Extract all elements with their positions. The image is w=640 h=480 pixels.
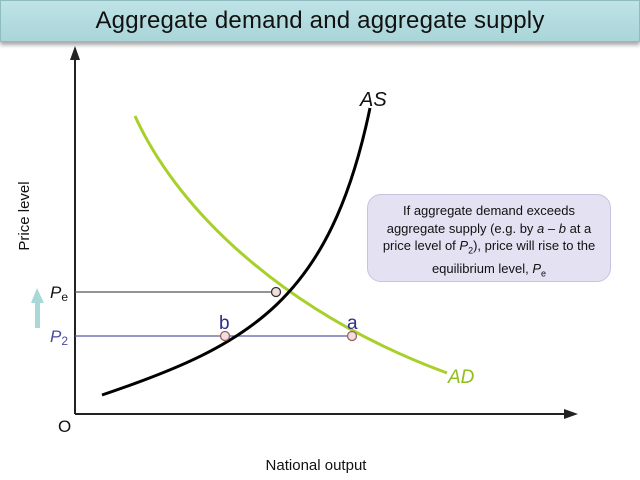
note-b: b	[558, 220, 566, 236]
explanation-note	[367, 194, 611, 282]
x-axis-label: National output	[265, 457, 367, 474]
point-a-label: a	[347, 313, 358, 334]
pe-subscript: e	[61, 290, 69, 304]
x-axis-arrowhead	[564, 409, 578, 419]
y-axis-label: Price level	[16, 181, 33, 251]
y-axis-arrowhead	[70, 46, 80, 60]
p2-label	[50, 327, 68, 348]
note-pe-letter: P	[532, 261, 542, 277]
note-text-2: at a price level of	[382, 220, 592, 253]
note-dash: –	[544, 220, 559, 236]
p2-subscript: 2	[61, 334, 69, 348]
note-p2-letter: P	[459, 238, 469, 253]
as-label: AS	[360, 89, 387, 111]
point-b-label: b	[219, 313, 230, 334]
note-a: a	[537, 220, 545, 236]
p2-letter: P	[50, 327, 62, 346]
note-text-3: ), price will rise to the equilibrium level,	[431, 238, 596, 277]
pe-label	[50, 283, 68, 304]
note-pe-sub: e	[541, 268, 547, 279]
as-curve	[102, 108, 370, 395]
note-p2-sub: 2	[468, 245, 474, 256]
origin-label: O	[58, 417, 72, 436]
pe-letter: P	[50, 283, 62, 302]
page-title: Aggregate demand and aggregate supply	[95, 7, 545, 34]
note-text-1: If aggregate demand exceeds aggregate supply (e.g. by	[386, 203, 575, 236]
ad-label: AD	[448, 367, 475, 388]
equilibrium-marker	[272, 288, 281, 297]
price-rise-arrow	[31, 288, 44, 328]
